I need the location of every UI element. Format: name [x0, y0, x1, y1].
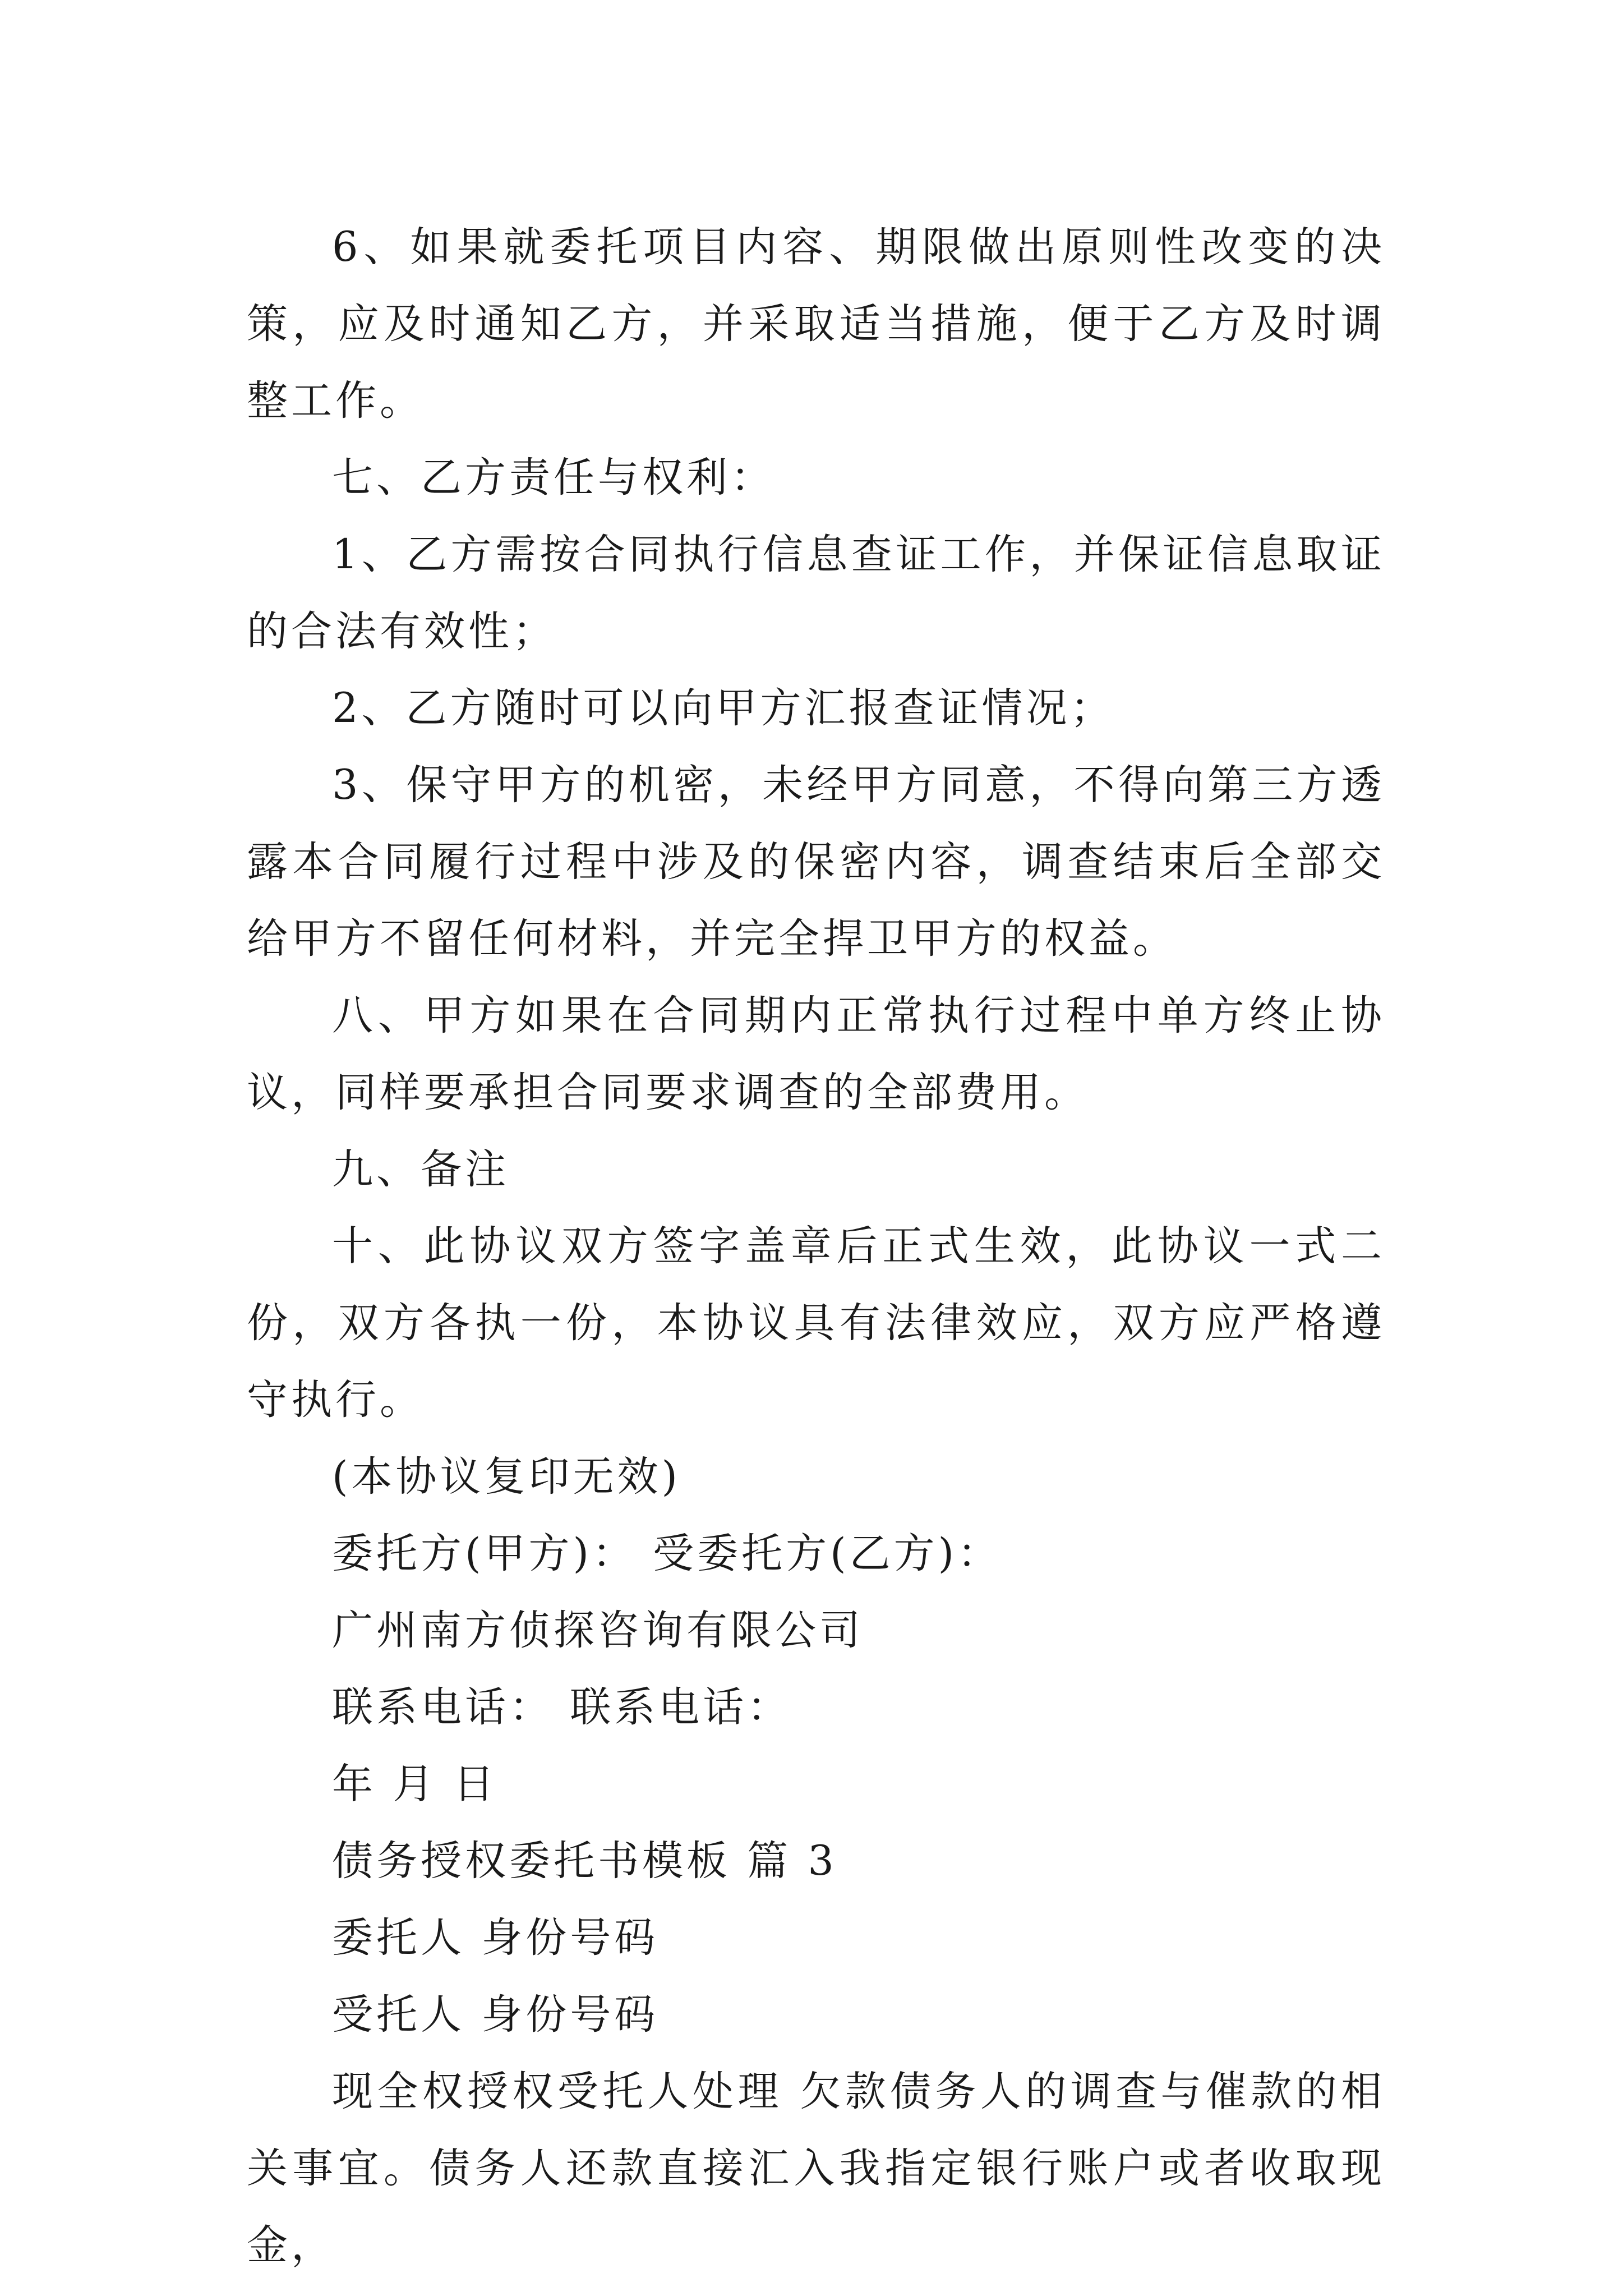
clause-7-2: 2、乙方随时可以向甲方汇报查证情况； — [332, 684, 1115, 732]
clause-6-notify-changes: 6、如果就委托项目内容、期限做出原则性改变的决策，应及时通知乙方，并采取适当措施，便于乙方及时调整工作。 — [247, 223, 1385, 425]
agent-id-line: 受托人 身份号码 — [332, 1991, 659, 2039]
date-line: 年 月 日 — [332, 1760, 498, 1808]
principal-id-line: 委托人 身份号码 — [332, 1914, 659, 1962]
section-9-remarks: 九、备注 — [332, 1145, 509, 1193]
contact-phone-line: 联系电话： 联系电话： — [332, 1683, 792, 1731]
copy-invalid-note: (本协议复印无效) — [332, 1453, 681, 1501]
section-7-heading: 七、乙方责任与权利： — [332, 454, 775, 501]
company-name: 广州南方侦探咨询有限公司 — [332, 1607, 864, 1654]
template-3-title: 债务授权委托书模板 篇 3 — [332, 1837, 837, 1885]
section-10: 十、此协议双方签字盖章后正式生效，此协议一式二份，双方各执一份，本协议具有法律效应，双方应严格遵守执行。 — [247, 1222, 1385, 1424]
document-body — [247, 209, 1385, 2284]
clause-7-3: 3、保守甲方的机密，未经甲方同意，不得向第三方透露本合同履行过程中涉及的保密内容，调查结束后全部交给甲方不留任何材料，并完全捍卫甲方的权益。 — [247, 761, 1385, 963]
signature-parties-line: 委托方(甲方)： 受委托方(乙方)： — [332, 1530, 1002, 1577]
clause-7-1: 1、乙方需按合同执行信息查证工作，并保证信息取证的合法有效性； — [247, 531, 1385, 655]
authorization-body: 现全权授权受托人处理 欠款债务人的调查与催款的相关事宜。债务人还款直接汇入我指定银行账户或者收取现金， — [247, 2068, 1385, 2269]
section-8: 八、甲方如果在合同期内正常执行过程中单方终止协议，同样要承担合同要求调查的全部费用。 — [247, 992, 1385, 1116]
